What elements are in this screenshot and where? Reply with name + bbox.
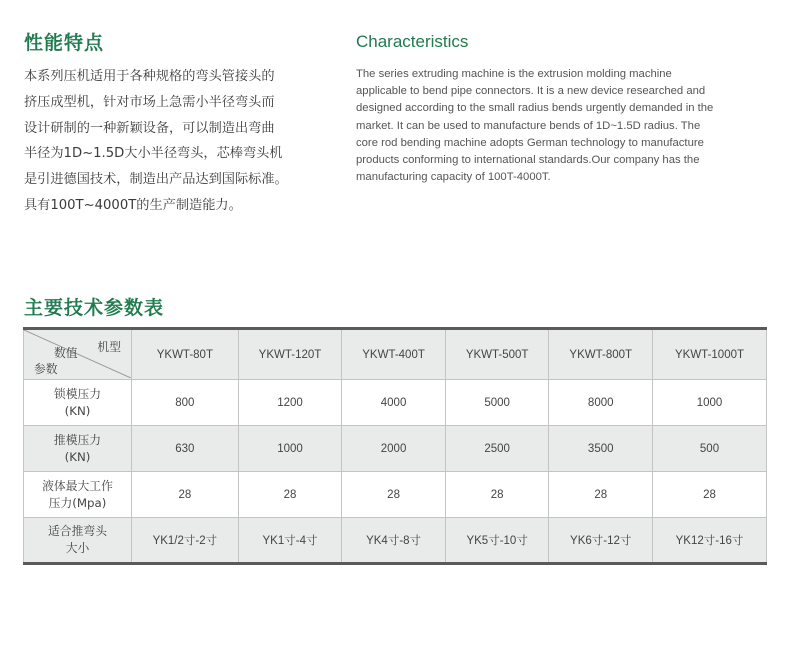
spec-table bbox=[23, 327, 767, 565]
paragraph-line: products conforming to international standards.Our company has the bbox=[356, 154, 700, 167]
features-title-cn: 性能特点 bbox=[24, 32, 105, 54]
row-label-line: 大小 bbox=[65, 541, 90, 555]
table-cell: 28 bbox=[132, 472, 239, 518]
model-header: YKWT-500T bbox=[445, 329, 549, 380]
paragraph-line: designed according to the small radius bends urgently demanded in the bbox=[356, 102, 714, 115]
row-label-line: 压力(Mpa) bbox=[48, 495, 107, 510]
spec-table-title: 主要技术参数表 bbox=[24, 297, 165, 319]
table-cell: 28 bbox=[653, 472, 767, 518]
model-header: YKWT-120T bbox=[238, 329, 342, 380]
model-header: YKWT-800T bbox=[549, 329, 653, 380]
corner-param-label: 参数 bbox=[34, 362, 58, 376]
paragraph-line: 本系列压机适用于各种规格的弯头管接头的 bbox=[24, 69, 275, 84]
features-title-en: Characteristics bbox=[356, 32, 469, 51]
row-label bbox=[24, 380, 132, 426]
paragraph-line: manufacturing capacity of 100T-4000T. bbox=[356, 171, 551, 184]
table-cell: 1000 bbox=[653, 380, 767, 426]
paragraph-line: core rod bending machine adopts German technology to manufacture bbox=[356, 136, 704, 149]
paragraph-line: 挤压成型机，针对市场上急需小半径弯头而 bbox=[24, 94, 275, 110]
table-cell: YK5寸-10寸 bbox=[445, 518, 549, 564]
row-label-line: 推模压力 bbox=[53, 432, 102, 447]
paragraph-line: 半径为1D~1.5D大小半径弯头，芯棒弯头机 bbox=[24, 146, 283, 162]
table-cell: 500 bbox=[653, 426, 767, 472]
table-cell: 1200 bbox=[238, 380, 342, 426]
row-label-line: (KN) bbox=[64, 449, 91, 464]
table-cell: 28 bbox=[342, 472, 446, 518]
row-label bbox=[24, 518, 132, 564]
table-cell: 800 bbox=[132, 380, 239, 426]
table-row bbox=[24, 518, 767, 564]
paragraph-line: The series extruding machine is the extrusion molding machine bbox=[356, 68, 672, 80]
corner-value-label: 数值 bbox=[54, 346, 78, 360]
paragraph-line: 设计研制的一种新颖设备，可以制造出弯曲 bbox=[24, 120, 275, 136]
table-header-row bbox=[24, 329, 767, 380]
table-cell: YK1/2寸-2寸 bbox=[132, 518, 239, 564]
corner-model-label: 机型 bbox=[97, 340, 121, 354]
table-cell: 28 bbox=[445, 472, 549, 518]
paragraph-line: 具有100T~4000T的生产制造能力。 bbox=[24, 197, 242, 213]
table-cell: 4000 bbox=[342, 380, 446, 426]
table-cell: YK4寸-8寸 bbox=[342, 518, 446, 564]
table-cell: 28 bbox=[549, 472, 653, 518]
table-cell: YK1寸-4寸 bbox=[238, 518, 342, 564]
model-header: YKWT-80T bbox=[132, 329, 239, 380]
table-row bbox=[24, 472, 767, 518]
model-header: YKWT-400T bbox=[342, 329, 446, 380]
features-paragraph-cn bbox=[24, 64, 314, 219]
paragraph-line: applicable to bend pipe connectors. It is a new device researched and bbox=[356, 85, 706, 98]
row-label-line: 适合推弯头 bbox=[48, 524, 107, 538]
row-label bbox=[24, 426, 132, 472]
table-cell: YK12寸-16寸 bbox=[653, 518, 767, 564]
table-cell: 3500 bbox=[549, 426, 653, 472]
paragraph-line: market. It can be used to manufacture bends of 1D~1.5D radius. The bbox=[356, 119, 701, 132]
table-cell: 2500 bbox=[445, 426, 549, 472]
features-paragraph-en bbox=[356, 66, 756, 186]
row-label-line: 液体最大工作 bbox=[42, 478, 113, 493]
table-cell: YK6寸-12寸 bbox=[549, 518, 653, 564]
paragraph-line: 是引进德国技术，制造出产品达到国际标准。 bbox=[24, 172, 288, 188]
table-cell: 8000 bbox=[549, 380, 653, 426]
model-header: YKWT-1000T bbox=[653, 329, 767, 380]
table-cell: 1000 bbox=[238, 426, 342, 472]
table-cell: 5000 bbox=[445, 380, 549, 426]
table-cell: 630 bbox=[132, 426, 239, 472]
table-cell: 2000 bbox=[342, 426, 446, 472]
row-label bbox=[24, 472, 132, 518]
table-row bbox=[24, 380, 767, 426]
row-label-line: 锁模压力 bbox=[53, 386, 102, 401]
table-row bbox=[24, 426, 767, 472]
table-corner-cell bbox=[24, 329, 132, 380]
table-cell: 28 bbox=[238, 472, 342, 518]
row-label-line: (KN) bbox=[64, 403, 91, 418]
